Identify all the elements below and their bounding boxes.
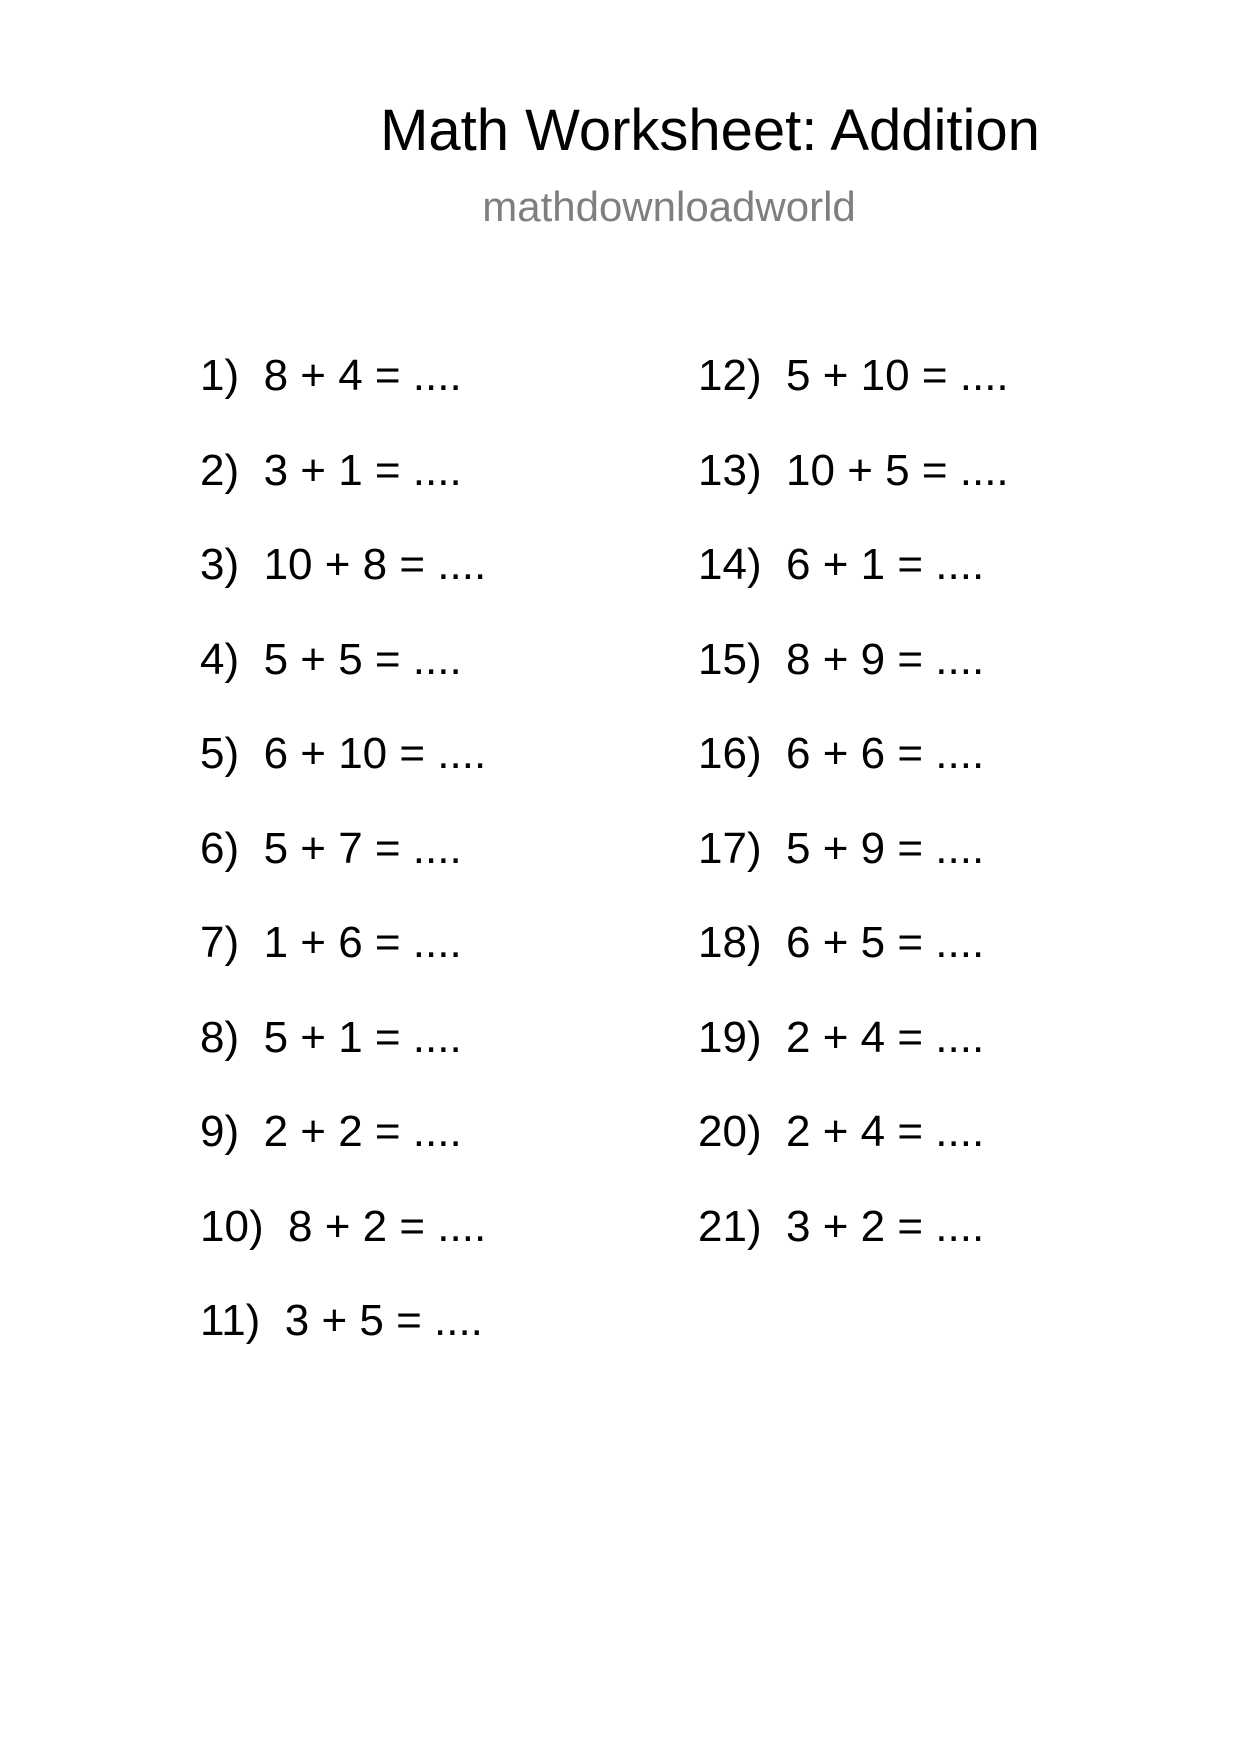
problem-item: 11) 3 + 5 = .... bbox=[200, 1296, 483, 1345]
problem-item: 21) 3 + 2 = .... bbox=[698, 1201, 985, 1251]
problem-item: 3) 10 + 8 = .... bbox=[200, 540, 487, 589]
problem-item: 7) 1 + 6 = .... bbox=[200, 918, 462, 967]
problem-item: 6) 5 + 7 = .... bbox=[200, 823, 462, 873]
problem-item: 1) 8 + 4 = .... bbox=[200, 351, 462, 400]
problem-item: 14) 6 + 1 = .... bbox=[698, 540, 985, 589]
problem-item: 13) 10 + 5 = .... bbox=[698, 445, 1009, 495]
problem-column-right bbox=[698, 348, 1009, 1293]
problem-column-left bbox=[200, 348, 486, 1388]
worksheet-source: mathdownloadworld bbox=[482, 183, 856, 230]
problem-item: 17) 5 + 9 = .... bbox=[698, 823, 985, 873]
problem-item: 19) 2 + 4 = .... bbox=[698, 1012, 985, 1062]
worksheet-title: Math Worksheet: Addition bbox=[380, 98, 1040, 163]
problem-item: 18) 6 + 5 = .... bbox=[698, 918, 985, 967]
problem-item: 16) 6 + 6 = .... bbox=[698, 729, 985, 778]
problem-item: 10) 8 + 2 = .... bbox=[200, 1201, 487, 1251]
problem-item: 8) 5 + 1 = .... bbox=[200, 1012, 462, 1062]
problem-item: 15) 8 + 9 = .... bbox=[698, 634, 985, 684]
problem-item: 2) 3 + 1 = .... bbox=[200, 445, 462, 495]
problem-item: 4) 5 + 5 = .... bbox=[200, 634, 462, 684]
problem-item: 9) 2 + 2 = .... bbox=[200, 1107, 462, 1156]
problem-item: 20) 2 + 4 = .... bbox=[698, 1107, 985, 1156]
problem-item: 12) 5 + 10 = .... bbox=[698, 351, 1009, 400]
problem-item: 5) 6 + 10 = .... bbox=[200, 729, 487, 778]
